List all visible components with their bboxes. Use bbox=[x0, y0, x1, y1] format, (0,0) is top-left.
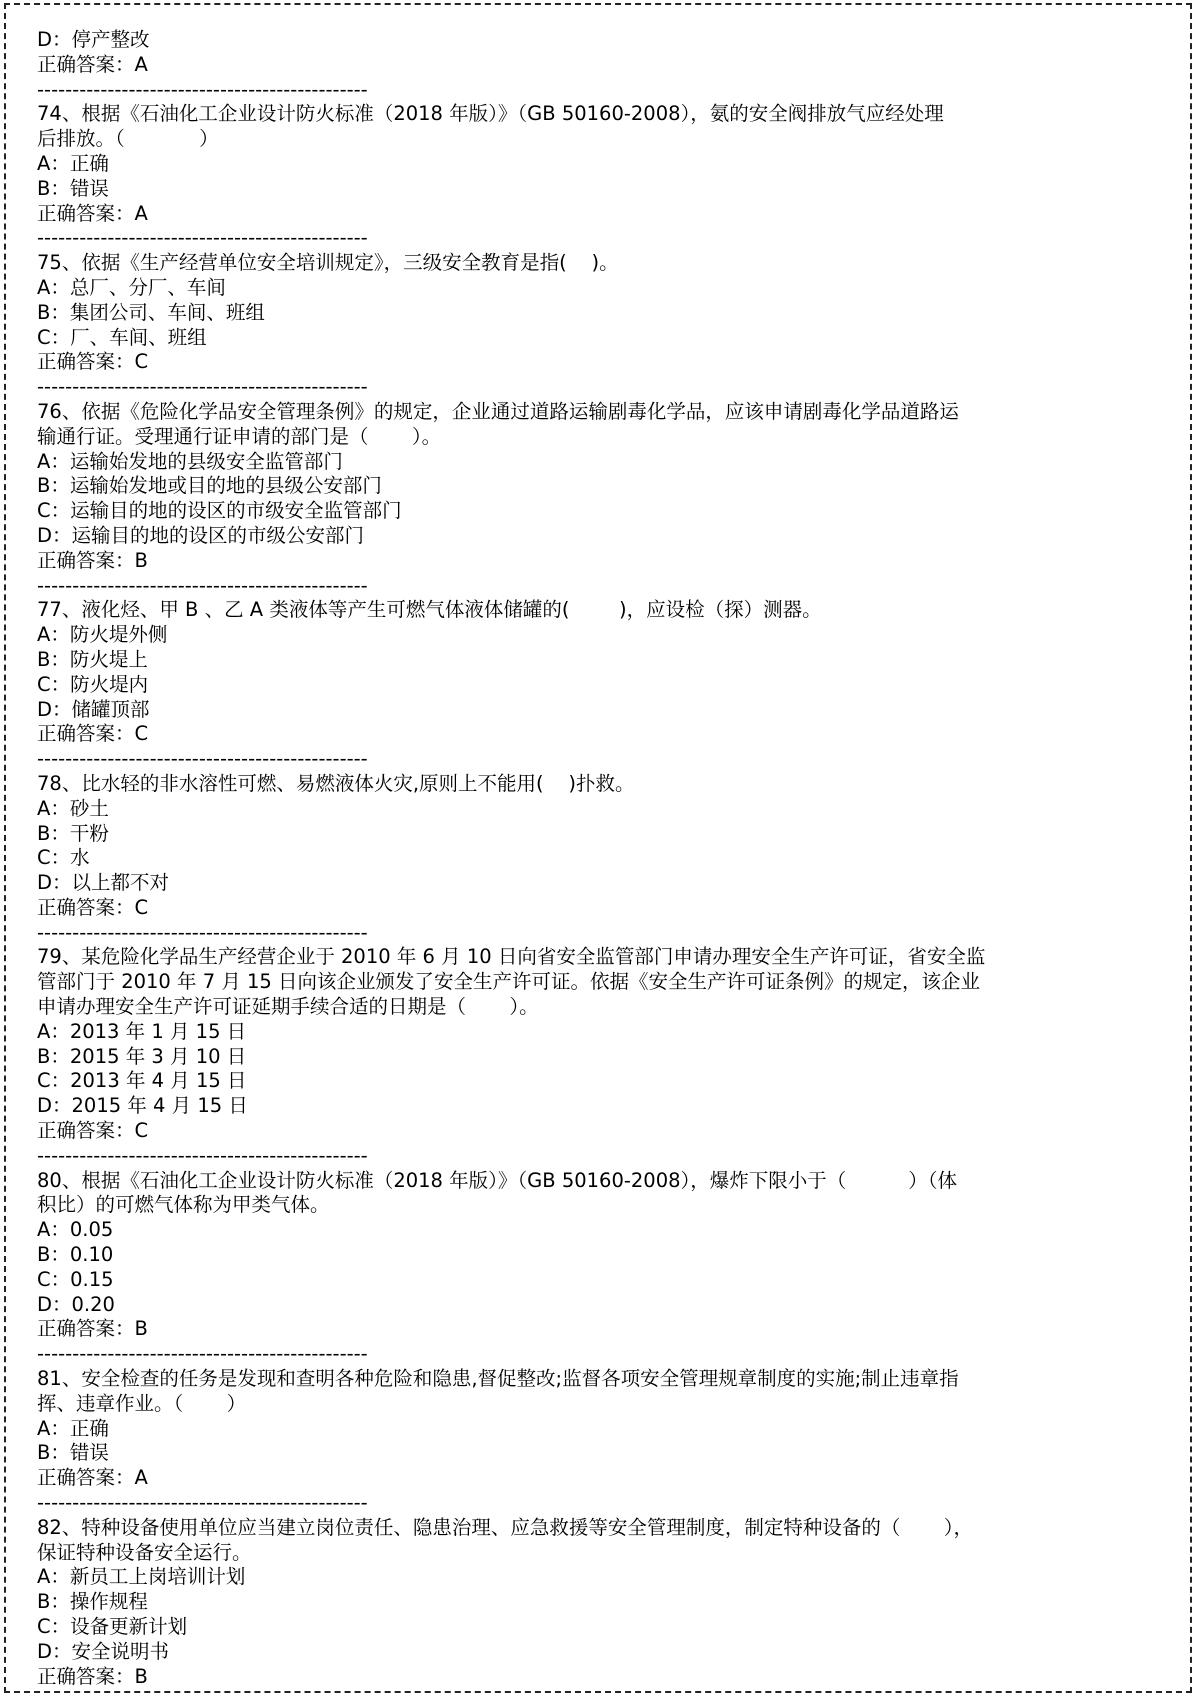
answer-option: A：新员工上岗培训计划 bbox=[37, 1565, 246, 1589]
correct-answer: 正确答案：B bbox=[37, 1664, 148, 1688]
answer-option: B：防火堤上 bbox=[37, 647, 148, 671]
answer-option: B：2015 年 3 月 10 日 bbox=[37, 1044, 247, 1068]
correct-answer: 正确答案：A bbox=[37, 201, 148, 225]
answer-option: A：运输始发地的县级安全监管部门 bbox=[37, 449, 343, 473]
separator-line: ----------------------------------------------- bbox=[37, 573, 368, 597]
answer-option: B：干粉 bbox=[37, 821, 109, 845]
question-text: 75、依据《生产经营单位安全培训规定》，三级安全教育是指( )。 bbox=[37, 251, 619, 275]
answer-option: A：2013 年 1 月 15 日 bbox=[37, 1019, 247, 1043]
question-text: 74、根据《石油化工企业设计防火标准（2018 年版）》（GB 50160-2008），氨的安全阀排放气应经处理 bbox=[37, 102, 944, 126]
answer-option: C：厂、车间、班组 bbox=[37, 325, 207, 349]
separator-line: ----------------------------------------------- bbox=[37, 77, 368, 101]
question-text: 80、根据《石油化工企业设计防火标准（2018 年版）》（GB 50160-2008），爆炸下限小于（ ）（体 bbox=[37, 1168, 958, 1192]
separator-line: ----------------------------------------------- bbox=[37, 226, 368, 250]
correct-answer: 正确答案：A bbox=[37, 52, 148, 76]
answer-option: D：安全说明书 bbox=[37, 1639, 170, 1663]
separator-line: ----------------------------------------------- bbox=[37, 1342, 368, 1366]
answer-option: B：错误 bbox=[37, 1441, 109, 1465]
question-text: 保证特种设备安全运行。 bbox=[37, 1540, 252, 1564]
question-text: 78、比水轻的非水溶性可燃、易燃液体火灾,原则上不能用( )扑救。 bbox=[37, 771, 635, 795]
question-text: 81、安全检查的任务是发现和查明各种危险和隐患,督促整改;监督各项安全管理规章制度的实施;制止违章指 bbox=[37, 1367, 959, 1391]
answer-option: C：0.15 bbox=[37, 1267, 114, 1291]
question-text: 后排放。（ ） bbox=[37, 127, 219, 151]
answer-option: C：水 bbox=[37, 846, 90, 870]
separator-line: ----------------------------------------------- bbox=[37, 375, 368, 399]
question-text: 82、特种设备使用单位应当建立岗位责任、隐患治理、应急救援等安全管理制度，制定特种设备的（ ）， bbox=[37, 1515, 973, 1539]
question-text: 76、依据《危险化学品安全管理条例》的规定，企业通过道路运输剧毒化学品，应该申请剧毒化学品道路运 bbox=[37, 399, 959, 423]
question-text: 挥、违章作业。（ ） bbox=[37, 1391, 247, 1415]
answer-option: B：运输始发地或目的地的县级公安部门 bbox=[37, 474, 382, 498]
answer-option: D：2015 年 4 月 15 日 bbox=[37, 1094, 248, 1118]
exam-document bbox=[37, 28, 1067, 1689]
correct-answer: 正确答案：C bbox=[37, 722, 149, 746]
answer-option: C：运输目的地的设区的市级安全监管部门 bbox=[37, 499, 402, 523]
answer-option: C：2013 年 4 月 15 日 bbox=[37, 1069, 247, 1093]
answer-option: A：正确 bbox=[37, 1416, 109, 1440]
separator-line: ----------------------------------------------- bbox=[37, 1143, 368, 1167]
answer-option: D：以上都不对 bbox=[37, 871, 170, 895]
separator-line: ----------------------------------------------- bbox=[37, 747, 368, 771]
answer-option: A：正确 bbox=[37, 151, 109, 175]
answer-option: D：运输目的地的设区的市级公安部门 bbox=[37, 523, 365, 547]
correct-answer: 正确答案：C bbox=[37, 350, 149, 374]
question-text: 79、某危险化学品生产经营企业于 2010 年 6 月 10 日向省安全监管部门申请办理安全生产许可证，省安全监 bbox=[37, 945, 986, 969]
answer-option: A：防火堤外侧 bbox=[37, 623, 168, 647]
question-text: 77、液化烃、甲 B 、乙 A 类液体等产生可燃气体液体储罐的( )，应设检（探）测器。 bbox=[37, 598, 822, 622]
question-text: 积比）的可燃气体称为甲类气体。 bbox=[37, 1193, 330, 1217]
correct-answer: 正确答案：B bbox=[37, 1317, 148, 1341]
answer-option: C：设备更新计划 bbox=[37, 1615, 188, 1638]
answer-option: D：0.20 bbox=[37, 1292, 115, 1316]
answer-option: A：砂土 bbox=[37, 796, 109, 820]
answer-option: B：错误 bbox=[37, 176, 109, 200]
correct-answer: 正确答案：C bbox=[37, 1119, 149, 1143]
question-text: 申请办理安全生产许可证延期手续合适的日期是（ ）。 bbox=[37, 995, 539, 1019]
correct-answer: 正确答案：B bbox=[37, 548, 148, 572]
answer-option: A：总厂、分厂、车间 bbox=[37, 275, 226, 299]
answer-option: A：0.05 bbox=[37, 1218, 114, 1242]
separator-line: ----------------------------------------------- bbox=[37, 920, 368, 944]
answer-option: C：防火堤内 bbox=[37, 672, 149, 696]
answer-option: B：集团公司、车间、班组 bbox=[37, 300, 265, 324]
answer-option: B：0.10 bbox=[37, 1243, 114, 1267]
correct-answer: 正确答案：A bbox=[37, 1466, 148, 1490]
answer-option: D：储罐顶部 bbox=[37, 697, 150, 721]
separator-line: ----------------------------------------------- bbox=[37, 1491, 368, 1515]
answer-option: B：操作规程 bbox=[37, 1590, 148, 1614]
question-text: 输通行证。受理通行证申请的部门是（ ）。 bbox=[37, 424, 442, 448]
option-d: D：停产整改 bbox=[37, 28, 150, 51]
correct-answer: 正确答案：C bbox=[37, 895, 149, 919]
question-text: 管部门于 2010 年 7 月 15 日向该企业颁发了安全生产许可证。依据《安全生产许可证条例》的规定，该企业 bbox=[37, 970, 981, 994]
